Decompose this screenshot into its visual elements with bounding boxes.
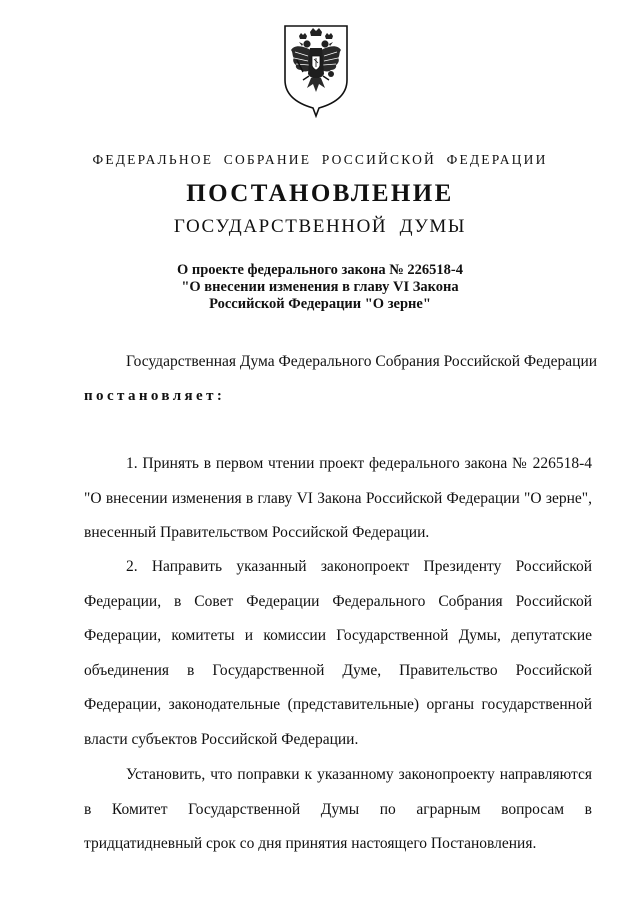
document-title: ПОСТАНОВЛЕНИЕ bbox=[186, 180, 454, 207]
paragraph-1: 1. Принять в первом чтении проект федерального закона № 226518-4 "О внесении изменения в главу VI Закона Российской Федерации "О зерне", внесенный Правительством Российской Федерации. bbox=[84, 455, 592, 541]
document-subject bbox=[0, 262, 640, 313]
subject-line-1: О проекте федерального закона № 226518-4 bbox=[176, 262, 464, 278]
paragraph-2: 2. Направить указанный законопроект Президенту Российской Федерации, в Совет Федерации Федерального Собрания Российской Федерации, комитеты и комиссии Государственной Думы, депутатские объединения в Государственной Думе, Правительство Российской Федерации, законодательные (представительные) органы государственной власти субъектов Российской Федерации. bbox=[84, 558, 592, 748]
subject-line-2: "О внесении изменения в главу VI Закона bbox=[181, 279, 459, 295]
decides-line: постановляет: bbox=[84, 388, 226, 404]
assembly-name: ФЕДЕРАЛЬНОЕ СОБРАНИЕ РОССИЙСКОЙ ФЕДЕРАЦИИ bbox=[92, 152, 548, 167]
paragraph-3: Установить, что поправки к указанному законопроекту направляются в Комитет Государственной Думы по аграрным вопросам в тридцатидневный срок со дня принятия настоящего Постановления. bbox=[84, 766, 592, 852]
coat-of-arms-icon bbox=[281, 22, 351, 118]
intro-line: Государственная Дума Федерального Собрания Российской Федерации bbox=[126, 353, 598, 370]
document-subtitle: ГОСУДАРСТВЕННОЙ ДУМЫ bbox=[173, 216, 467, 237]
subject-line-3: Российской Федерации "О зерне" bbox=[209, 296, 431, 312]
